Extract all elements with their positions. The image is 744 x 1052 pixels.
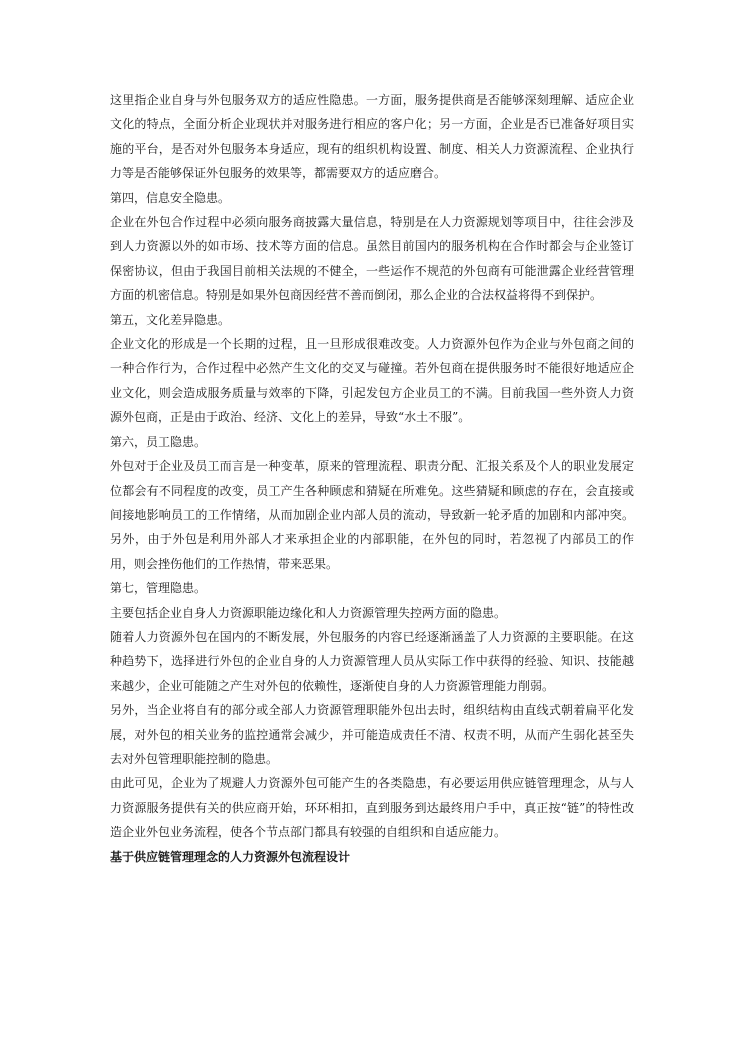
heading-management: 第七，管理隐患。 bbox=[110, 581, 207, 596]
paragraph-conclusion: 由此可见，企业为了规避人力资源外包可能产生的各类隐患，有必要运用供应链管理理念，从与人力资源服务提供有关的供应商开始，环环相扣，直到服务到达最终用户手中，真正按“链”的特性改造企业外包业务流程，使各个节点部门都具有较强的自组织和自适应能力。 bbox=[110, 776, 634, 840]
heading-info-security: 第四，信息安全隐患。 bbox=[110, 190, 231, 205]
paragraph-management-summary: 主要包括企业自身人力资源职能边缘化和人力资源管理失控两方面的隐患。 bbox=[110, 605, 507, 620]
heading-culture-difference: 第五，文化差异隐患。 bbox=[110, 312, 231, 327]
document-body bbox=[110, 88, 634, 869]
paragraph-adaptability: 这里指企业自身与外包服务双方的适应性隐患。一方面，服务提供商是否能够深刻理解、适应企业文化的特点，全面分析企业现状并对服务进行相应的客户化；另一方面，企业是否已准备好项目实施的平台，是否对外包服务本身适应，现有的组织机构设置、制度、相关人力资源流程、企业执行力等是否能够保证外包服务的效果等，都需要双方的适应磨合。 bbox=[110, 93, 634, 181]
paragraph-employee: 外包对于企业及员工而言是一种变革，原来的管理流程、职责分配、汇报关系及个人的职业发展定位都会有不同程度的改变，员工产生各种顾虑和猜疑在所难免。这些猜疑和顾虑的存在，会直接或间接地影响员工的工作情绪，从而加剧企业内部人员的流动，导致新一轮矛盾的加剧和内部冲突。另外，由于外包是利用外部人才来承担企业的内部职能，在外包的同时，若忽视了内部员工的作用，则会挫伤他们的工作热情，带来恶果。 bbox=[110, 459, 634, 571]
heading-employee: 第六，员工隐患。 bbox=[110, 434, 207, 449]
paragraph-culture-difference: 企业文化的形成是一个长期的过程，且一旦形成很难改变。人力资源外包作为企业与外包商之间的一种合作行为，合作过程中必然产生文化的交叉与碰撞。若外包商在提供服务时不能很好地适应企业文化，则会造成服务质量与效率的下降，引起发包方企业员工的不满。目前我国一些外资人力资源外包商，正是由于政治、经济、文化上的差异，导致“水土不服”。 bbox=[110, 337, 634, 425]
paragraph-management-control: 另外，当企业将自有的部分或全部人力资源管理职能外包出去时，组织结构由直线式朝着扁平化发展，对外包的相关业务的监控通常会减少，并可能造成责任不清、权责不明，从而产生弱化甚至失去对外包管理职能控制的隐患。 bbox=[110, 703, 634, 766]
section-heading-process-design: 基于供应链管理理念的人力资源外包流程设计 bbox=[110, 849, 351, 864]
paragraph-info-security: 企业在外包合作过程中必须向服务商披露大量信息，特别是在人力资源规划等项目中，往往会涉及到人力资源以外的如市场、技术等方面的信息。虽然目前国内的服务机构在合作时都会与企业签订保密协议，但由于我国目前相关法规的不健全，一些运作不规范的外包商有可能泄露企业经营管理方面的机密信息。特别是如果外包商因经营不善而倒闭，那么企业的合法权益将得不到保护。 bbox=[110, 215, 634, 303]
paragraph-management-trend: 随着人力资源外包在国内的不断发展，外包服务的内容已经逐渐涵盖了人力资源的主要职能。在这种趋势下，选择进行外包的企业自身的人力资源管理人员从实际工作中获得的经验、知识、技能越来越少，企业可能随之产生对外包的依赖性，逐渐使自身的人力资源管理能力削弱。 bbox=[110, 629, 634, 693]
